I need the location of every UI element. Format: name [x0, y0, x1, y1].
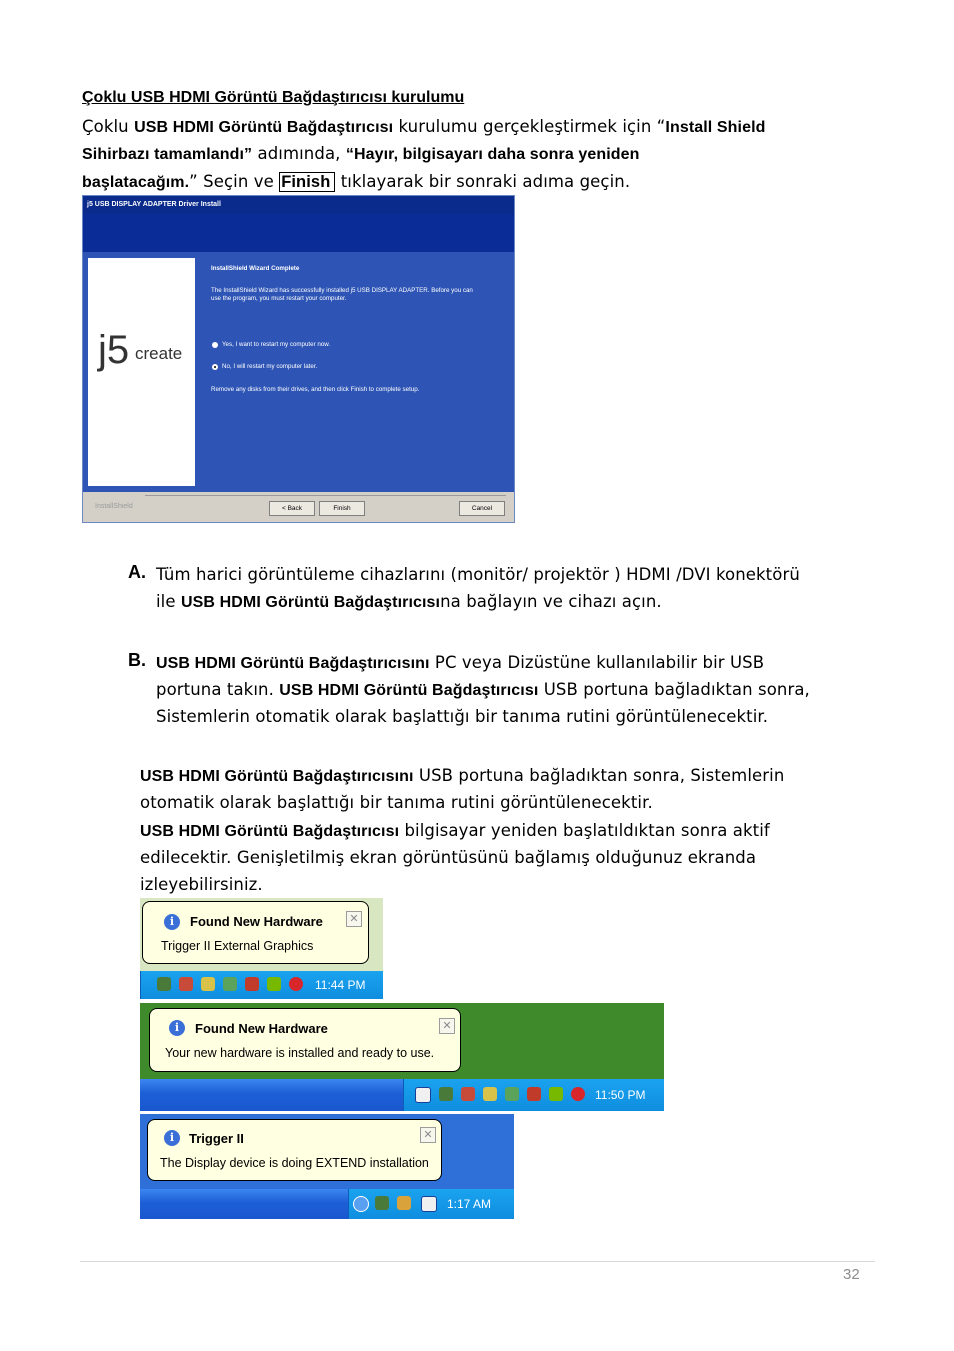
item-b-line-2 [156, 676, 810, 704]
balloon-screenshot-3 [140, 1114, 514, 1219]
para-line-5: izleyebilirsiniz. [140, 875, 263, 894]
item-a-line-2 [156, 588, 662, 616]
restart-later-bold: başlatacağım. [82, 174, 190, 191]
balloon-title: Found New Hardware [190, 914, 323, 929]
system-tray [403, 1079, 664, 1111]
notification-balloon[interactable] [142, 901, 369, 964]
balloon-text: Your new hardware is installed and ready to use. [165, 1046, 435, 1060]
app-icon[interactable] [223, 977, 237, 991]
product-name-bold: USB HDMI Görüntü Bağdaştırıcısı [279, 682, 539, 699]
clock[interactable]: 11:50 PM [595, 1088, 646, 1102]
footer-separator [145, 495, 506, 496]
item-a-text: ile [156, 592, 181, 611]
wizard-complete-title: InstallShield Wizard Complete [211, 265, 300, 272]
balloon-text: The Display device is doing EXTEND installation [160, 1156, 429, 1170]
close-icon[interactable]: ✕ [439, 1018, 455, 1034]
product-name-bold: USB HDMI Görüntü Bağdaştırıcısını [140, 768, 414, 785]
section-heading: Çoklu USB HDMI Görüntü Bağdaştırıcısı kurulumu [82, 89, 465, 106]
item-b-letter: B. [128, 650, 146, 670]
finish-label-box: Finish [279, 172, 335, 192]
notification-balloon[interactable] [149, 1008, 461, 1072]
system-tray [140, 971, 383, 999]
radio-yes[interactable] [212, 342, 218, 348]
para-line-3 [140, 817, 770, 845]
item-b-line-3: Sistemlerin otomatik olarak başlattığı bir tanıma rutini görüntülenecektir. [156, 707, 769, 726]
item-b-text: portuna takın. [156, 680, 280, 699]
item-b-line-1 [156, 649, 764, 677]
balloon-title: Trigger II [189, 1131, 244, 1146]
para-text: USB portuna bağladıktan sonra, Sistemlerin [413, 766, 785, 785]
finish-button[interactable]: Finish [319, 501, 365, 516]
network-icon[interactable] [179, 977, 193, 991]
product-name-bold: USB HDMI Görüntü Bağdaştırıcısını [156, 655, 430, 672]
volume-icon[interactable] [245, 977, 259, 991]
info-icon: i [169, 1020, 185, 1036]
option-no-label: No, I will restart my computer later. [222, 363, 318, 370]
notification-balloon[interactable] [147, 1119, 442, 1181]
display-adapter-icon[interactable] [421, 1196, 437, 1212]
item-a-line-1: Tüm harici görüntüleme cihazlarını (monitör/ projektör ) HDMI /DVI konektörü [156, 565, 800, 584]
clock[interactable]: 11:44 PM [315, 978, 366, 992]
close-icon[interactable]: ✕ [420, 1127, 436, 1143]
para-line-2: otomatik olarak başlattığı bir tanıma rutini görüntülenecektir. [140, 793, 653, 812]
info-icon: i [164, 914, 180, 930]
logo-panel [88, 258, 195, 486]
balloon-screenshot-2 [140, 1003, 664, 1111]
footer-divider [80, 1261, 875, 1262]
remove-disks-note: Remove any disks from their drives, and then click Finish to complete setup. [211, 386, 420, 393]
wizard-desc-2: use the program, you must restart your computer. [211, 295, 347, 302]
intro-line-3 [82, 168, 630, 196]
radio-no[interactable] [212, 364, 218, 370]
info-icon: i [164, 1130, 180, 1146]
j5-logo: j5 [98, 328, 130, 372]
option-yes-label: Yes, I want to restart my computer now. [222, 341, 331, 348]
intro-line-1 [82, 113, 766, 141]
product-name-bold: USB HDMI Görüntü Bağdaştırıcısı [140, 823, 400, 840]
intro-line-2 [82, 140, 640, 168]
back-button[interactable]: < Back [269, 501, 315, 516]
network-icon[interactable] [397, 1196, 411, 1210]
no-restart-bold: “Hayır, bilgisayarı daha sonra yeniden [345, 146, 640, 163]
page-number: 32 [843, 1266, 860, 1283]
close-icon[interactable]: ✕ [346, 911, 362, 927]
para-line-1 [140, 762, 784, 790]
speaker-icon[interactable] [483, 1087, 497, 1101]
product-name-bold: USB HDMI Görüntü Bağdaştırıcısı [134, 119, 394, 136]
clock[interactable]: 1:17 AM [447, 1197, 492, 1211]
item-a-letter: A. [128, 562, 146, 582]
usb-icon[interactable] [375, 1196, 389, 1210]
para-text: bilgisayar yeniden başlatıldıktan sonra aktif [399, 821, 770, 840]
item-b-text: PC veya Dizüstüne kullanılabilir bir USB [429, 653, 765, 672]
speaker-icon[interactable] [201, 977, 215, 991]
create-logo-text: create [135, 344, 183, 363]
installer-header-band [83, 214, 514, 252]
wizard-desc-1: The InstallShield Wizard has successfully installed j5 USB DISPLAY ADAPTER. Before you can [211, 287, 473, 294]
nvidia-icon[interactable] [549, 1087, 563, 1101]
item-b-text: USB portuna bağladıktan sonra, [538, 680, 810, 699]
volume-icon[interactable] [527, 1087, 541, 1101]
security-shield-icon[interactable] [289, 977, 303, 991]
installer-footer [83, 492, 514, 523]
intro-text: adımında, [252, 144, 346, 163]
usb-icon[interactable] [439, 1087, 453, 1101]
installshield-label: InstallShield [95, 503, 133, 510]
intro-text: Çoklu [82, 117, 135, 136]
balloon-text: Trigger II External Graphics [161, 939, 314, 953]
taskbar [140, 971, 383, 999]
item-a-text: na bağlayın ve cihazı açın. [440, 592, 662, 611]
product-name-bold: USB HDMI Görüntü Bağdaştırıcısı [180, 594, 441, 611]
intro-text: tıklayarak bir sonraki adıma geçin. [335, 172, 631, 191]
security-shield-icon[interactable] [571, 1087, 585, 1101]
usb-icon[interactable] [157, 977, 171, 991]
cancel-button[interactable]: Cancel [459, 501, 505, 516]
balloon-title: Found New Hardware [195, 1021, 328, 1036]
nvidia-icon[interactable] [267, 977, 281, 991]
balloon-screenshot-1 [140, 898, 383, 999]
network-icon[interactable] [461, 1087, 475, 1101]
display-adapter-icon[interactable] [415, 1087, 431, 1103]
para-line-4: edilecektir. Genişletilmiş ekran görüntüsünü bağlamış olduğunuz ekranda [140, 848, 757, 867]
install-shield-bold: Install Shield [665, 119, 766, 136]
taskbar [140, 1079, 664, 1111]
app-icon[interactable] [505, 1087, 519, 1101]
installer-title-bar: j5 USB DISPLAY ADAPTER Driver Install [83, 196, 514, 214]
installer-window [82, 195, 515, 523]
intro-text: ” Seçin ve [189, 172, 280, 191]
intro-text: kurulumu gerçekleştirmek için “ [393, 117, 666, 136]
show-hidden-icons-button[interactable] [353, 1196, 369, 1212]
wizard-complete-bold: Sihirbazı tamamlandı” [82, 146, 253, 163]
taskbar [140, 1189, 514, 1219]
system-tray [348, 1189, 514, 1219]
